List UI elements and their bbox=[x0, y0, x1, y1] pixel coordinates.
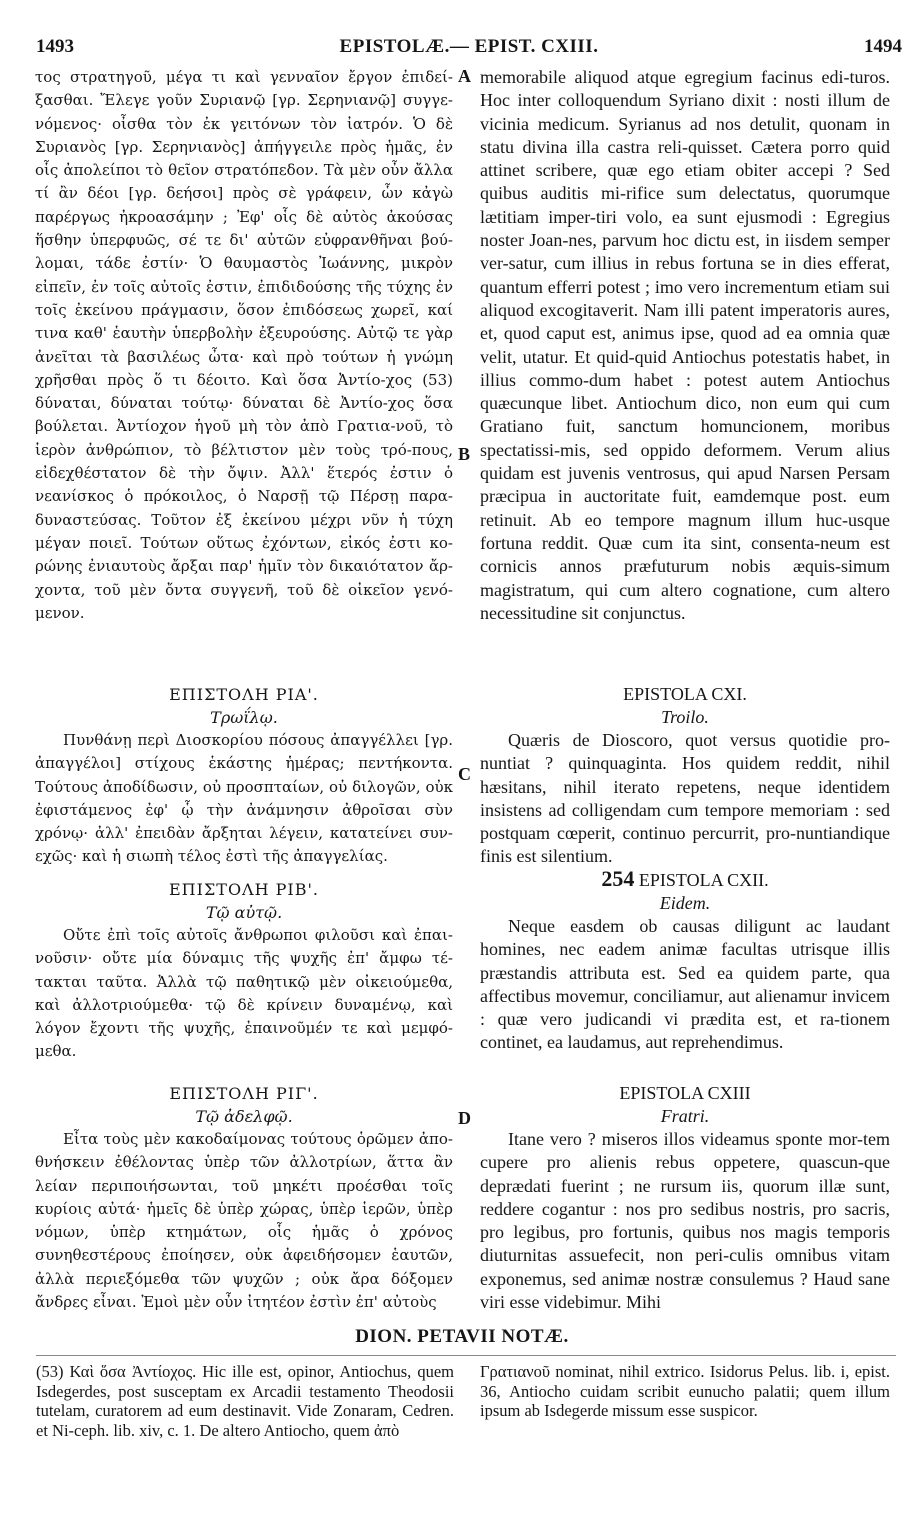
page-header bbox=[36, 36, 902, 62]
greek-epistle-addressee: Τῷ αὐτῷ. bbox=[205, 903, 283, 922]
greek-epistle-111 bbox=[35, 683, 453, 869]
greek-text: τος στρατηγοῦ, μέγα τι καὶ γενναῖον ἔργον ἐπιδεί-ξασθαι. Ἔλεγε γοῦν Συριανῷ [γρ. Σερηνιανῷ] συγγε-νόμενος· οἶσθα τὸν ἐκ γειτόνων τὸν ἰατρόν. Ὁ δὲ Συριανὸς [γρ. Σερηνιανὸς] ἀπήγγειλε πρὸς ἡμᾶς, ἐν οἷς ἀπολείποι τὸ θεῖον στρατόπεδον. Τὰ μὲν οὖν ἄλλα τί ἂν δέοι [γρ. δεήσοι] πρὸς σὲ γράφειν, ὧν κἀγὼ παρέργως ἠκροασάμην ; Ἐφ' οἷς δὲ αὐτὸς ἀκούσας ἥσθην ὑπερφυῶς, σέ τε δι' αὐτῶν εὐφρανθῆναι βού-λομαι, τάδε ἐστίν· Ὁ θαυμαστὸς Ἰωάννης, μικρὸν εἰπεῖν, ἐν τοῖς αὐτοῖς ἐστιν, ἐπιδιδούσης τῆς τύχης ἐν τοῖς ἐκείνου πράγμασιν, ὅσον ἐπιδόσεως χωρεῖ, καί τινα καθ' ἑαυτὴν ὑπερβολὴν ἐξευρούσης. Αὐτῷ τε γὰρ ἀνεῖται τὰ βασιλέως ὦτα· καὶ πρὸ τούτων ἡ γνώμη χρῆσθαι πρὸς ὅ τι δέοιτο. Καὶ ὅσα Ἀντίο-χος (53) δύναται, δύναται τούτῳ· δύναται δὲ Ἀντίο-χος ὅσα βούλεται. Ἀντίοχον ἡγοῦ μὴ τὸν ἀπὸ Γρατια-νοῦ, τὸ ἱερὸν ἀνθρώπιον, τὸ βέλτιστον μὲν τοὺς τρό-πους, εἰδεχθέστατον δὲ τὴν ὄψιν. Ἀλλ' ἕτερός ἐστιν ὁ νεανίσκος ὁ πρόκοιλος, ὁ Ναρσῇ τῷ Πέρσῃ παρα-δυναστεύσας. Τοῦτον ἐξ ἐκείνου μέχρι νῦν ἡ τύχη μέγαν ποιεῖ. Τούτων οὕτως ἐχόντων, εἰκός ἐστι κο-ρώνης ἐνιαυτοὺς ἄρξαι παρ' ἡμῖν τὸν δικαιότατον ἄρ-χοντα, τοῦ μὲν ὄντα συγγενῆ, τοῦ δὲ οἰκεῖον γενό-μενον. bbox=[35, 68, 453, 622]
section-marker-a: A bbox=[458, 66, 471, 86]
margin-page-number: 254 bbox=[601, 866, 635, 891]
section-marker-c: C bbox=[458, 764, 471, 784]
greek-top-paragraph bbox=[35, 66, 453, 625]
greek-epistle-text: Πυνθάνῃ περὶ Διοσκορίου πόσους ἀπαγγέλλει [γρ. ἀπαγγέλοι] στίχους ἑκάστης ἡμέρας; πεντήκοντα. Τούτους ἀποδίδωσιν, οὐ προσπταίων, οὐ διλογῶν, οὐκ ἐφιστάμενος ἐφ' ᾧ τὴν ἀνάμνησιν ἀθροῖσαι σὺν χρόνῳ· ἀλλ' ἐπειδὰν ἄρξηται λέγειν, κατατείνει συν-εχῶς· καὶ ἡ σιωπὴ τέλος ἐστὶ τῆς ἀπαγγελίας. bbox=[35, 731, 453, 866]
latin-epistle-text: Neque easdem ob causas diligunt ac laudant homines, nec eadem animæ facultas utrisque illis præstandis attributa est. Sed ea quidem parte, qua affectibus movemur, conciliamur, aut alienamur invicem : quæ vero judicandi vi prædita est, et ra-tionem continet, ea laudamus, aut reprehendimus. bbox=[480, 916, 890, 1053]
page-number-left: 1493 bbox=[36, 36, 74, 57]
latin-epistle-title: EPISTOLA CXI. bbox=[623, 684, 747, 704]
latin-epistle-113 bbox=[480, 1082, 890, 1314]
greek-epistle-text: Οὔτε ἐπὶ τοῖς αὐτοῖς ἄνθρωποι φιλοῦσι καὶ ἐπαι-νοῦσιν· οὔτε μία δύναμις τῆς ψυχῆς ἐπ' ἄμφω τέ-τακται ταῦτα. Ἀλλὰ τῷ παθητικῷ μὲν οἰκειούμεθα, καὶ ἀλλοτριούμεθα· τῷ δὲ κρίνειν δυναμένῳ, καὶ λόγον ἔχοντι τῆς ψυχῆς, ἐπαινοῦμέν τε καὶ μεμφό-μεθα. bbox=[35, 926, 453, 1061]
running-title: EPISTOLÆ.— EPIST. CXIII. bbox=[339, 36, 599, 57]
page-number-right: 1494 bbox=[864, 36, 902, 57]
greek-epistle-addressee: Τῷ ἀδελφῷ. bbox=[195, 1107, 293, 1126]
greek-epistle-113 bbox=[35, 1082, 453, 1314]
latin-epistle-title: EPISTOLA CXIII bbox=[619, 1083, 751, 1103]
latin-text: memorabile aliquod atque egregium facinus edi-turos. Hoc inter colloquendum Syriano dixit : nosti illum de vicinia medicum. Syrianus ad nos detulit, quonam in statu divina illa castra reli-quisset. Cætera porro quid attinet scribere, quæ ego etiam obiter accepi ? Sed quibus auditis mi-rifice sum delectatus, quorumque lætitiam imper-tiri volo, ea sunt ejusmodi : Egregius noster Joan-nes, parvum hoc dictu est, in iisdem semper ver-satur, cum illius in rebus fortuna se in dies efferat, quantum efferri potest ; imo vero incrementum etiam sui aliquod excogitaverit. Nam illi patent imperatoris aures, et, quod caput est, animus ipse, quod ad ea omnia quæ velit, utatur. Et quid-quid Antiochus potestatis habet, in illius commo-dum habet : potest autem Antiochus quæcunque libet. Antiochum dico, non eum qui cum Gratiano fuit, sanctum homuncionem, moribus spectatissi-mis, sed oppido deformem. Verum alius quidam est juvenis ventrosus, qui apud Narsen Persam præcipua in auctoritate fuit, eamdemque post. eum retinuit. Ab eo tempore magnum illum huc-usque fortuna reddit. Quæ cum ita sint, consenta-neum est cornicis annos præfuturum nobis æquis-simum magistratum, qui cum altero cognatione, cum altero necessitudine sit conjunctus. bbox=[480, 67, 890, 623]
greek-epistle-text: Εἶτα τοὺς μὲν κακοδαίμονας τούτους ὁρῶμεν ἀπο-θνήσκειν ἐθέλοντας ὑπὲρ τῶν ἀλλοτρίων, ἅττα ἂν λείαν περιποιήσωνται, τοῦ μηκέτι προέσθαι τοῖς κυρίοις αὐτά· ἡμεῖς δὲ ὑπὲρ χώρας, ὑπὲρ ἱερῶν, ὑπὲρ νόμων, ὑπὲρ κτημάτων, οἷς ἡμᾶς ὁ χρόνος συνηθεστέρους ἐποίησεν, οὐκ ἀφειδήσομεν ἑαυτῶν, ἀλλὰ περιεξόμεθα τῶν ψυχῶν ; οὐκ ἄρα δόξομεν ἄνδρες εἶναι. Ἐμοὶ μὲν οὖν ἰτητέον ἐστὶν ἐπ' αὐτοὺς bbox=[35, 1130, 453, 1312]
note-right: Γρατιανοῦ nominat, nihil extrico. Isidorus Pelus. lib. i, epist. 36, Antiocho cuidam scribit eunucho palatii; quem illum ipsum ab Isdegerde missum esse suspicor. bbox=[480, 1362, 890, 1420]
greek-epistle-title: ΕΠΙΣΤΟΛΗ ΡΙΓ'. bbox=[169, 1084, 319, 1103]
section-marker-d: D bbox=[458, 1108, 471, 1128]
greek-epistle-112 bbox=[35, 878, 453, 1064]
latin-epistle-111 bbox=[480, 683, 890, 869]
greek-epistle-title: ΕΠΙΣΤΟΛΗ ΡΙΑ'. bbox=[169, 685, 319, 704]
latin-top-paragraph bbox=[480, 66, 890, 625]
notes-title: DION. PETAVII NOTÆ. bbox=[355, 1326, 569, 1347]
latin-epistle-title: EPISTOLA CXII. bbox=[638, 870, 769, 890]
greek-epistle-title: ΕΠΙΣΤΟΛΗ ΡΙΒ'. bbox=[169, 880, 319, 899]
notes-divider bbox=[36, 1355, 896, 1356]
latin-epistle-heading bbox=[480, 867, 890, 892]
greek-epistle-addressee: Τρωΐλῳ. bbox=[210, 708, 278, 727]
latin-epistle-addressee: Troilo. bbox=[661, 707, 709, 727]
latin-epistle-addressee: Fratri. bbox=[660, 1106, 710, 1126]
latin-epistle-text: Itane vero ? miseros illos videamus sponte mor-tem cupere pro alienis rebus oppetere, quascun-que deprædati fuerint ; ne rursum iis, quorum illæ sunt, reddere cogantur : nos pro sedibus nostris, pro sacris, pro legibus, pro fortunis, quibus nos magis temporis diuturnitas assuefecit, non peri-culis omnibus vitam exponemus, sed animæ nostræ consulemus ? Haud sane viri esse videbimur. Mihi bbox=[480, 1129, 890, 1313]
latin-epistle-addressee: Eidem. bbox=[659, 893, 711, 913]
latin-epistle-112 bbox=[480, 867, 890, 1055]
latin-epistle-text: Quæris de Dioscoro, quot versus quotidie pro-nuntiat ? quinquaginta. Hos quidem reddit, nihil hæsitans, nihil iterato repetens, neque identidem insistens ad colligendam cum tempore memoriam : sed postquam cœperit, continuo percurrit, pro-nuntiandique finis est silentium. bbox=[480, 730, 890, 867]
section-marker-b: B bbox=[458, 444, 471, 464]
note-left: (53) Καὶ ὅσα Ἀντίοχος. Hic ille est, opinor, Antiochus, quem Isdegerdes, post susceptam ex Arcadii testamento Theodosii tutelam, curatorem ad eum destinavit. Vide Zonaram, Cedren. et Ni-ceph. lib. xiv, c. 1. De altero Antiocho, quem ἀπὸ bbox=[36, 1362, 454, 1440]
